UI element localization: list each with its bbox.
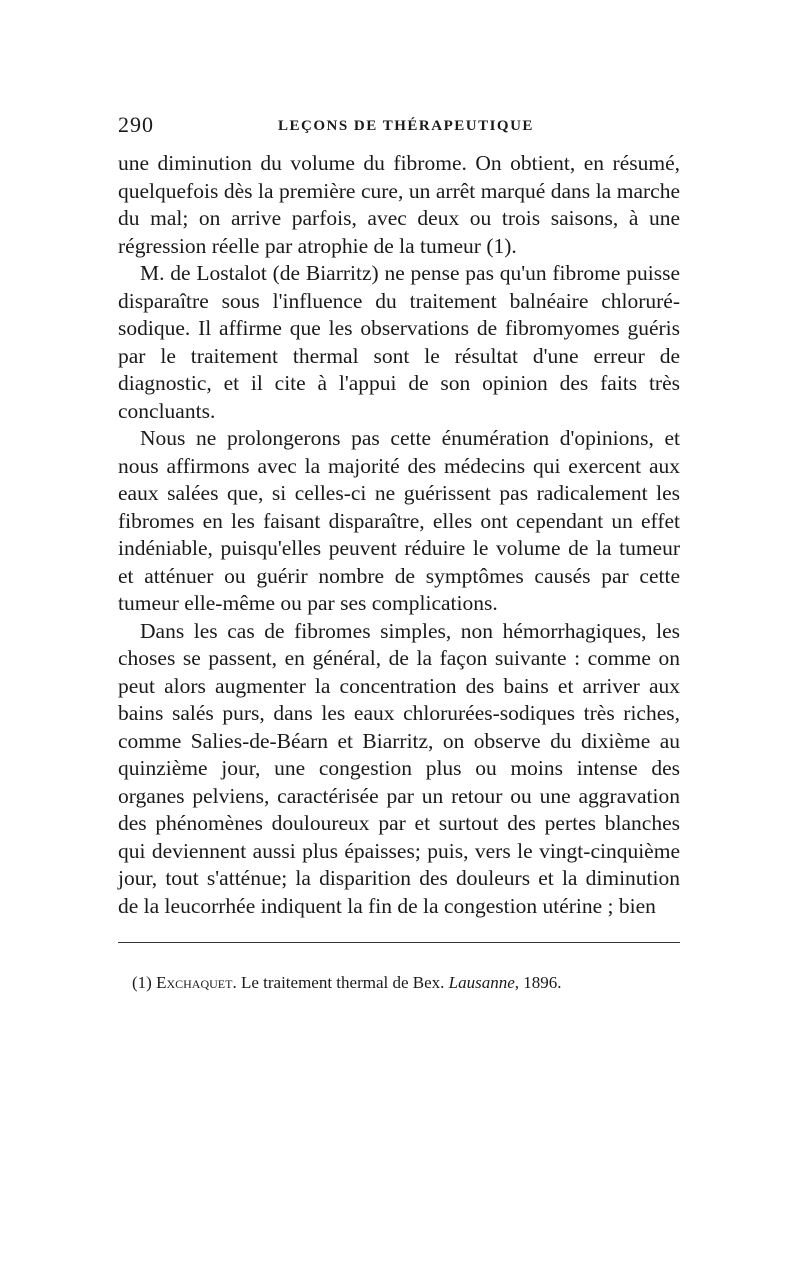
paragraph-4: Dans les cas de fibromes simples, non hémorrhagiques, les choses se passent, en général, de la façon suivante : comme on peut alors augmenter la concentration des bains et arriver aux bains salés purs, dans les eaux chlorurées-sodiques très riches, comme Salies-de-Béarn et Biarritz, on observe du dixième au quinzième jour, une congestion plus ou moins intense des organes pelviens, caractérisée par un retour ou une aggravation des phénomènes douloureux par et surtout des pertes blanches qui deviennent aussi plus épaisses; puis, vers le vingt-cinquième jour, tout s'atténue; la disparition des douleurs et la diminution de la leucorrhée indiquent la fin de la congestion utérine ; bien — [118, 618, 680, 918]
page-header — [118, 112, 680, 146]
footnote-place: Lausanne — [448, 973, 515, 992]
footnote-title: Le traitement thermal de Bex. — [240, 973, 445, 992]
paragraph-2: M. de Lostalot (de Biarritz) ne pense pas qu'un fibrome puisse disparaître sous l'influence du traitement balnéaire chloruré-sodique. Il affirme que les observations de fibromyomes guéris par le traitement thermal sont le résultat d'une erreur de diagnostic, et il cite à l'appui de son opinion des faits très concluants. — [118, 261, 680, 423]
book-page — [118, 112, 680, 993]
footnote: (1) Exchaquet. Le traitement thermal de Bex. Lausanne, 1896. — [132, 973, 562, 992]
footnote-author: Exchaquet — [156, 973, 233, 992]
page-number: 290 — [118, 112, 154, 137]
footnote-year: , 1896. — [514, 973, 562, 992]
footnote-marker: (1) — [132, 973, 152, 992]
footnote-divider — [118, 942, 680, 943]
running-head: LEÇONS DE THÉRAPEUTIQUE — [278, 118, 534, 134]
paragraph-1: une diminution du volume du fibrome. On obtient, en résumé, quelquefois dès la première cure, un arrêt marqué dans la marche du mal; on arrive parfois, avec deux ou trois saisons, à une régression réelle par atrophie de la tumeur (1). — [118, 151, 680, 258]
body-text — [118, 150, 680, 920]
paragraph-3: Nous ne prolongerons pas cette énumération d'opinions, et nous affirmons avec la majorité des médecins qui exercent aux eaux salées que, si celles-ci ne guérissent pas radicalement les fibromes en les faisant disparaître, elles ont cependant un effet indéniable, puisqu'elles peuvent réduire le volume de la tumeur et atténuer ou guérir nombre de symptômes causés par cette tumeur elle-même ou par ses complications. — [118, 426, 680, 615]
